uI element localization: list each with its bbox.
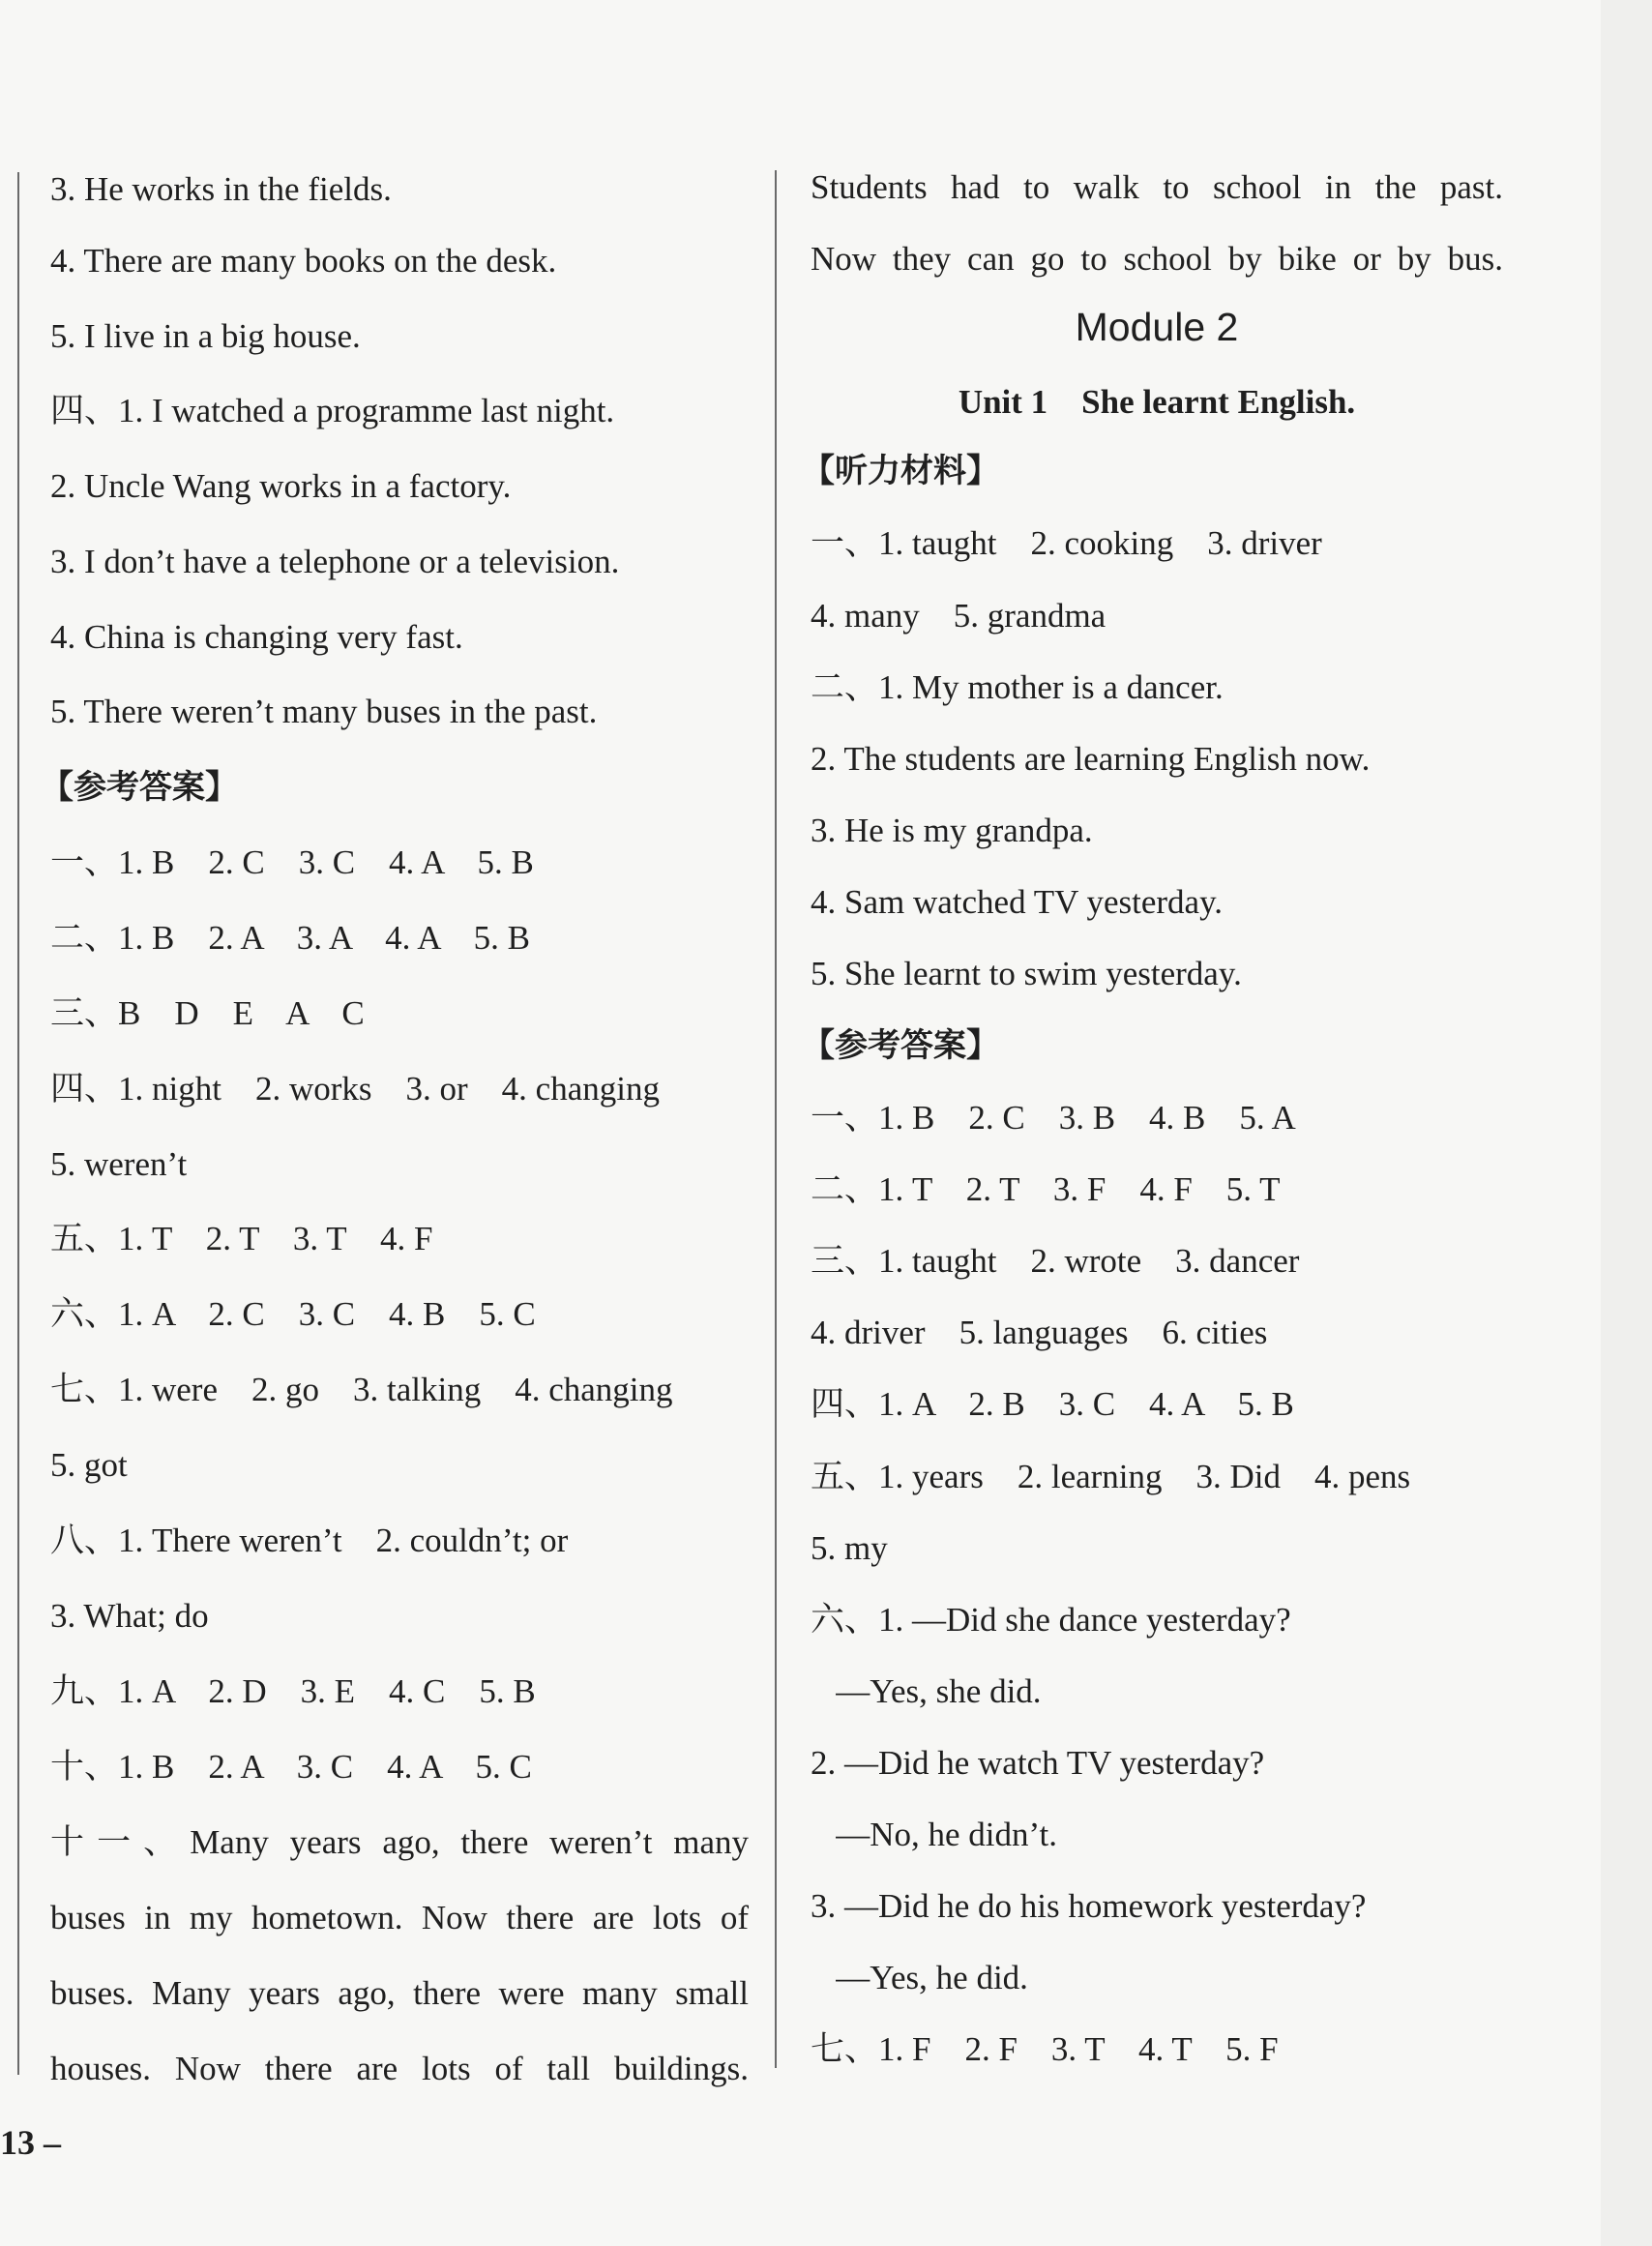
left-answers-heading: 【参考答案】: [41, 768, 238, 807]
module-title: Module 2: [1075, 305, 1239, 349]
left-answer-7: 六、1. A 2. C 3. C 4. B 5. C: [50, 1295, 536, 1333]
right-answer-12: 3. —Did he do his homework yesterday?: [811, 1887, 1367, 1925]
left-line-6: 3. I don’t have a telephone or a television.: [50, 543, 620, 580]
essay-line-2: buses in my hometown. Now there are lots of: [50, 1899, 749, 1936]
left-answer-6: 五、1. T 2. T 3. T 4. F: [50, 1220, 433, 1257]
listening-line-6: 4. Sam watched TV yesterday.: [811, 883, 1224, 921]
left-answer-11: 3. What; do: [50, 1597, 209, 1635]
left-line-7: 4. China is changing very fast.: [50, 618, 463, 656]
right-answer-6: 五、1. years 2. learning 3. Did 4. pens: [811, 1458, 1411, 1495]
right-answer-5: 四、1. A 2. B 3. C 4. A 5. B: [811, 1385, 1294, 1423]
right-answer-14: 七、1. F 2. F 3. T 4. T 5. F: [811, 2030, 1279, 2068]
right-answer-1: 一、1. B 2. C 3. B 4. B 5. A: [811, 1099, 1296, 1137]
left-answer-12: 九、1. A 2. D 3. E 4. C 5. B: [50, 1672, 536, 1710]
page-number: 13 –: [0, 2123, 61, 2162]
essay-continuation-2: Now they can go to school by bike or by bus.: [811, 240, 1503, 278]
right-answer-2: 二、1. T 2. T 3. F 4. F 5. T: [811, 1170, 1281, 1208]
right-answer-13: —Yes, he did.: [811, 1959, 1028, 1996]
left-answer-13: 十、1. B 2. A 3. C 4. A 5. C: [50, 1748, 532, 1786]
left-line-3: 5. I live in a big house.: [50, 317, 361, 355]
listening-line-1: 一、1. taught 2. cooking 3. driver: [811, 524, 1322, 562]
listening-heading: 【听力材料】: [802, 452, 999, 490]
left-answer-2: 二、1. B 2. A 3. A 4. A 5. B: [50, 919, 530, 957]
listening-line-7: 5. She learnt to swim yesterday.: [811, 955, 1242, 992]
listening-line-3: 二、1. My mother is a dancer.: [811, 668, 1224, 706]
listening-line-5: 3. He is my grandpa.: [811, 812, 1093, 849]
right-answer-3: 三、1. taught 2. wrote 3. dancer: [811, 1242, 1300, 1280]
right-answer-8: 六、1. —Did she dance yesterday?: [811, 1601, 1291, 1639]
left-answer-8: 七、1. were 2. go 3. talking 4. changing: [50, 1371, 673, 1408]
listening-line-4: 2. The students are learning English now.: [811, 740, 1371, 778]
left-answer-3: 三、B D E A C: [50, 994, 365, 1032]
left-line-8: 5. There weren’t many buses in the past.: [50, 693, 598, 730]
left-line-4: 四、1. I watched a programme last night.: [50, 392, 615, 429]
essay-line-3: buses. Many years ago, there were many small: [50, 1974, 749, 2012]
right-answer-11: —No, he didn’t.: [811, 1816, 1058, 1853]
left-answer-9: 5. got: [50, 1446, 128, 1484]
essay-line-1: 十一、Many years ago, there weren’t many: [50, 1823, 749, 1861]
left-margin-rule: [17, 172, 19, 2075]
right-answer-10: 2. —Did he watch TV yesterday?: [811, 1744, 1265, 1782]
left-answer-1: 一、1. B 2. C 3. C 4. A 5. B: [50, 843, 534, 881]
right-answer-4: 4. driver 5. languages 6. cities: [811, 1314, 1268, 1351]
right-answer-9: —Yes, she did.: [811, 1672, 1042, 1710]
left-line-2: 4. There are many books on the desk.: [50, 242, 557, 280]
column-divider: [775, 170, 777, 2068]
left-answer-4: 四、1. night 2. works 3. or 4. changing: [50, 1070, 660, 1108]
unit-title: Unit 1 She learnt English.: [958, 383, 1356, 421]
left-line-5: 2. Uncle Wang works in a factory.: [50, 467, 512, 505]
left-answer-5: 5. weren’t: [50, 1145, 188, 1183]
right-answers-heading: 【参考答案】: [802, 1026, 999, 1065]
page-edge-shadow: [1601, 0, 1652, 2246]
right-answer-7: 5. my: [811, 1529, 888, 1567]
essay-continuation-1: Students had to walk to school in the past.: [811, 168, 1503, 206]
left-answer-10: 八、1. There weren’t 2. couldn’t; or: [50, 1522, 569, 1559]
left-line-1: 3. He works in the fields.: [50, 170, 392, 208]
essay-line-4: houses. Now there are lots of tall buildings.: [50, 2050, 749, 2087]
listening-line-2: 4. many 5. grandma: [811, 597, 1106, 635]
